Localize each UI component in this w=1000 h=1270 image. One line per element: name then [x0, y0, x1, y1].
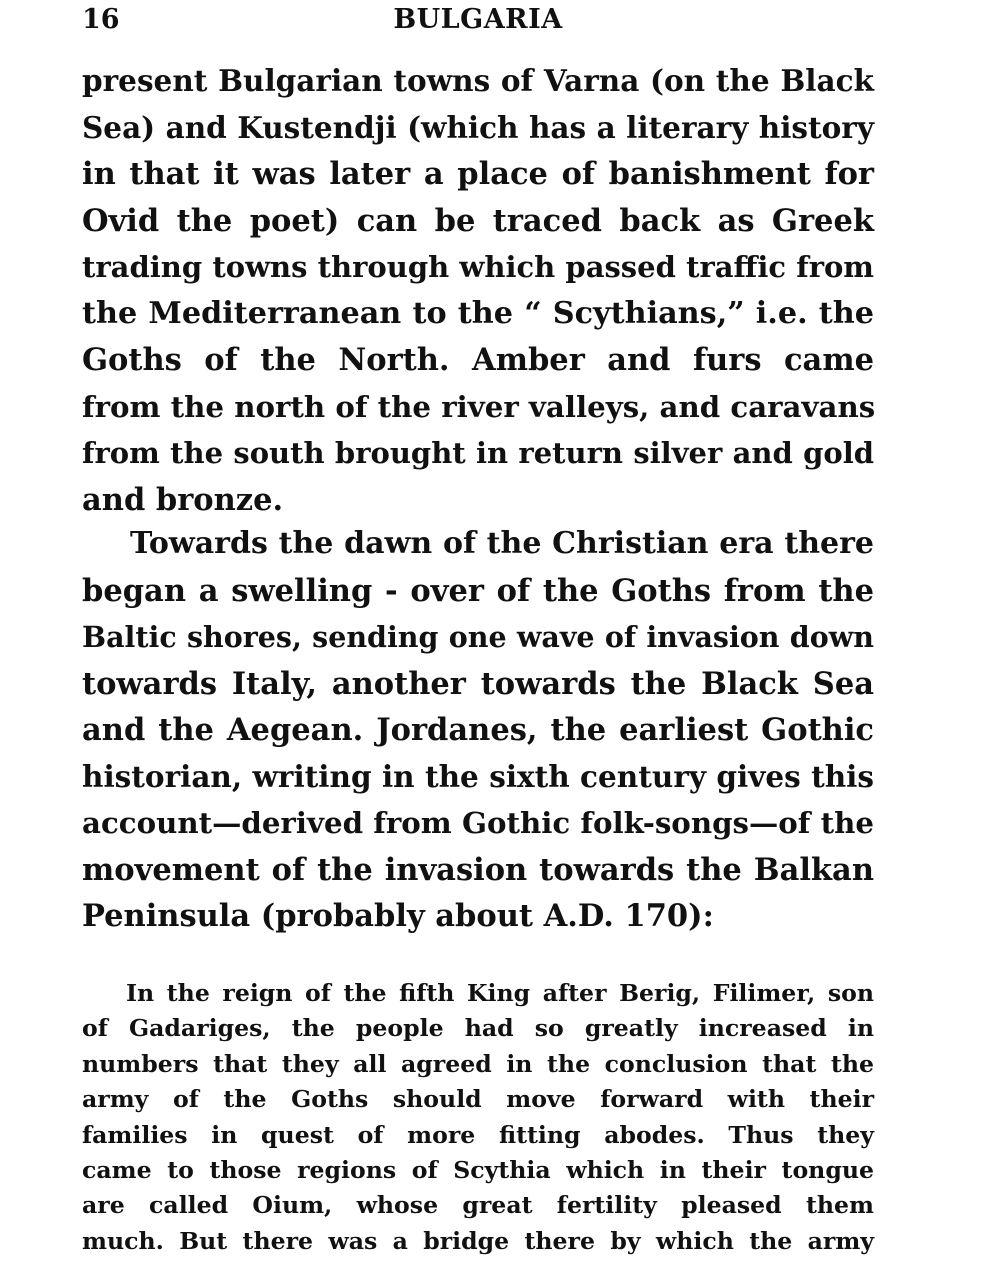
quote-line: of Gadariges, the people had so greatly increased in: [82, 1014, 874, 1043]
quote-line: came to those regions of Scythia which in their tongue: [82, 1155, 874, 1184]
text-line: trading towns through which passed traffic from: [82, 250, 874, 284]
text-line: from the north of the river valleys, and caravans: [82, 389, 876, 424]
text-line: present Bulgarian towns of Varna (on the Black: [82, 63, 874, 98]
quote-line: families in quest of more fitting abodes. Thus they: [82, 1120, 874, 1149]
paragraph-2: [82, 521, 874, 940]
text-line: Goths of the North. Amber and furs came: [82, 342, 874, 378]
text-line: Towards the dawn of the Christian era there: [130, 526, 874, 561]
quote-line: are called Oium, whose great fertility pleased them: [82, 1191, 874, 1220]
text-line: and bronze.: [82, 481, 284, 518]
text-line: in that it was later a place of banishment for: [82, 156, 874, 192]
quote-line: army of the Goths should move forward with their: [82, 1085, 874, 1114]
paragraph-1: [82, 58, 874, 523]
quote-line: In the reign of the fifth King after Berig, Filimer, son: [126, 979, 874, 1007]
text-line: movement of the invasion towards the Balkan: [82, 851, 874, 888]
text-line: from the south brought in return silver and gold: [82, 436, 874, 470]
text-line: Sea) and Kustendji (which has a literary history: [82, 109, 874, 145]
text-line: Peninsula (probably about A.D. 170):: [82, 898, 714, 934]
quote-line: numbers that they all agreed in the conclusion that the: [82, 1049, 874, 1078]
quote-line: much. But there was a bridge there by which the army: [82, 1226, 874, 1255]
text-line: historian, writing in the sixth century gives this: [82, 758, 874, 794]
text-line: Baltic shores, sending one wave of invasion down: [82, 620, 874, 654]
text-line: and the Aegean. Jordanes, the earliest Gothic: [82, 712, 874, 748]
text-line: began a swelling - over of the Goths from the: [82, 572, 874, 609]
page-header: [82, 2, 874, 38]
text-line: the Mediterranean to the “ Scythians,” i.e. the: [82, 295, 874, 331]
block-quotation: [82, 976, 874, 1259]
text-line: towards Italy, another towards the Black Sea: [82, 665, 874, 702]
running-title: BULGARIA: [393, 4, 563, 35]
text-line: account—derived from Gothic folk-songs—of the: [82, 806, 874, 840]
text-line: Ovid the poet) can be traced back as Greek: [82, 202, 874, 239]
page-number: 16: [82, 4, 120, 35]
